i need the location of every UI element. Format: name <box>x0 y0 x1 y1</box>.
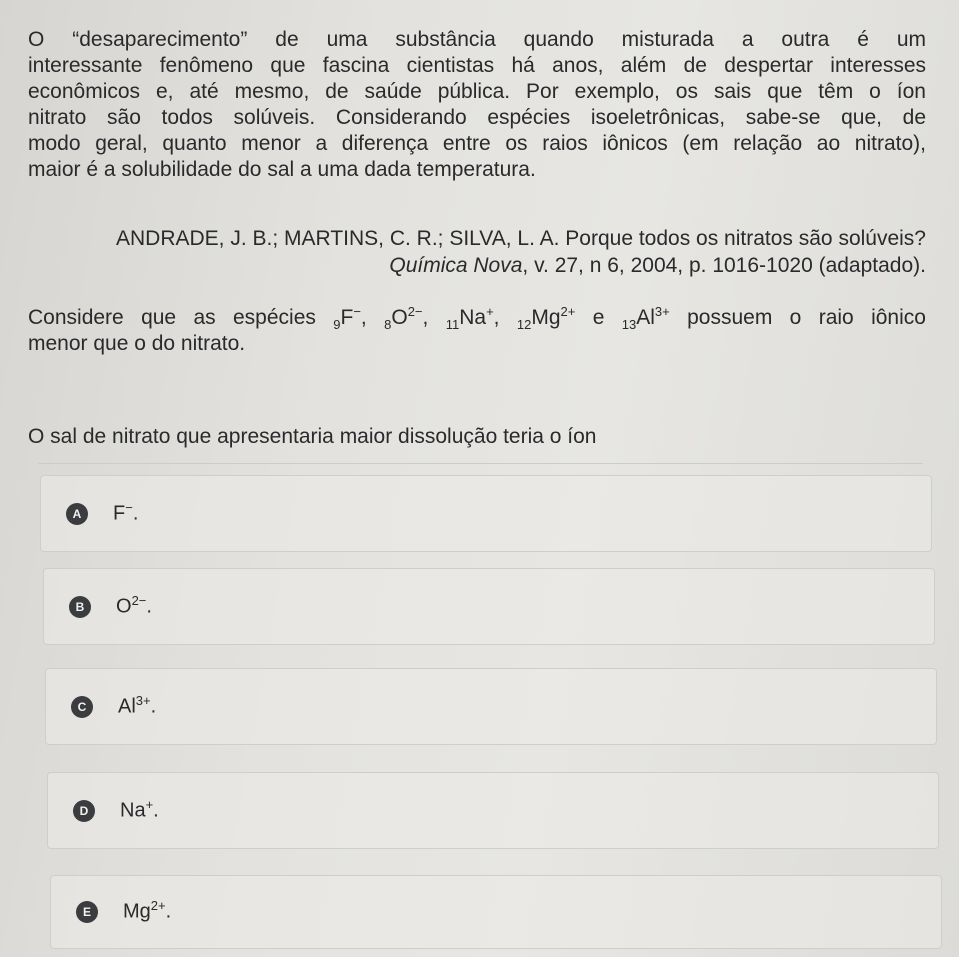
option-c[interactable] <box>45 668 937 745</box>
option-letter-badge: D <box>73 800 95 822</box>
species-oxide: $_8O^{2-}$ <box>384 304 423 333</box>
statement-line: menor que o do nitrato. <box>28 332 246 355</box>
statement-line: Considere que as espécies $_9$F−, $_8O^{2-}$, $_{11}$Na+, $_{12}Mg^{2+}$ e $_{13}Al^{3+}$ possuem o raio iônico <box>28 304 926 333</box>
option-e[interactable] <box>50 875 942 949</box>
species-aluminium: $_{13}Al^{3+}$ <box>621 304 670 333</box>
option-letter-badge: B <box>69 596 91 618</box>
option-letter-badge: C <box>71 696 93 718</box>
species-fluoride: $_9$F− <box>333 304 361 333</box>
option-a[interactable] <box>40 475 932 552</box>
option-d[interactable] <box>47 772 939 849</box>
option-text: $Mg^{2+}$. <box>123 897 172 923</box>
question-text: O sal de nitrato que apresentaria maior dissolução teria o íon <box>28 425 597 448</box>
option-text: $Al^{3+}$. <box>118 692 157 717</box>
reference-authors: ANDRADE, J. B.; MARTINS, C. R.; SILVA, L. A. Porque todos os nitratos são solúveis? <box>116 227 926 250</box>
statement-paragraph <box>28 305 926 357</box>
intro-line: interessante fenômeno que fascina cientistas há anos, além de despertar interesses <box>28 54 926 77</box>
option-b[interactable] <box>43 568 935 645</box>
intro-line: nitrato são todos solúveis. Considerando espécies isoeletrônicas, sabe-se que, de <box>28 106 926 129</box>
intro-line: maior é a solubilidade do sal a uma dada temperatura. <box>28 158 536 181</box>
option-letter-badge: E <box>76 901 98 923</box>
reference-journal: Química Nova <box>389 254 523 277</box>
option-text: F−. <box>113 499 139 524</box>
option-text: $O^{2-}$. <box>116 592 152 617</box>
divider <box>38 463 923 464</box>
intro-line: econômicos e, até mesmo, de saúde pública. Por exemplo, os sais que têm o íon <box>28 80 926 103</box>
reference-source <box>40 253 926 279</box>
intro-line: modo geral, quanto menor a diferença entre os raios iônicos (em relação ao nitrato), <box>28 132 926 155</box>
intro-line: O “desaparecimento” de uma substância quando misturada a outra é um <box>28 28 926 51</box>
option-letter-badge: A <box>66 503 88 525</box>
option-text: Na+. <box>120 796 159 821</box>
species-magnesium: $_{12}Mg^{2+}$ <box>516 304 576 333</box>
intro-paragraph <box>28 27 926 183</box>
species-sodium: $_{11}$Na+ <box>445 304 494 333</box>
reference-details: , v. 27, n 6, 2004, p. 1016-1020 (adaptado). <box>522 254 926 277</box>
